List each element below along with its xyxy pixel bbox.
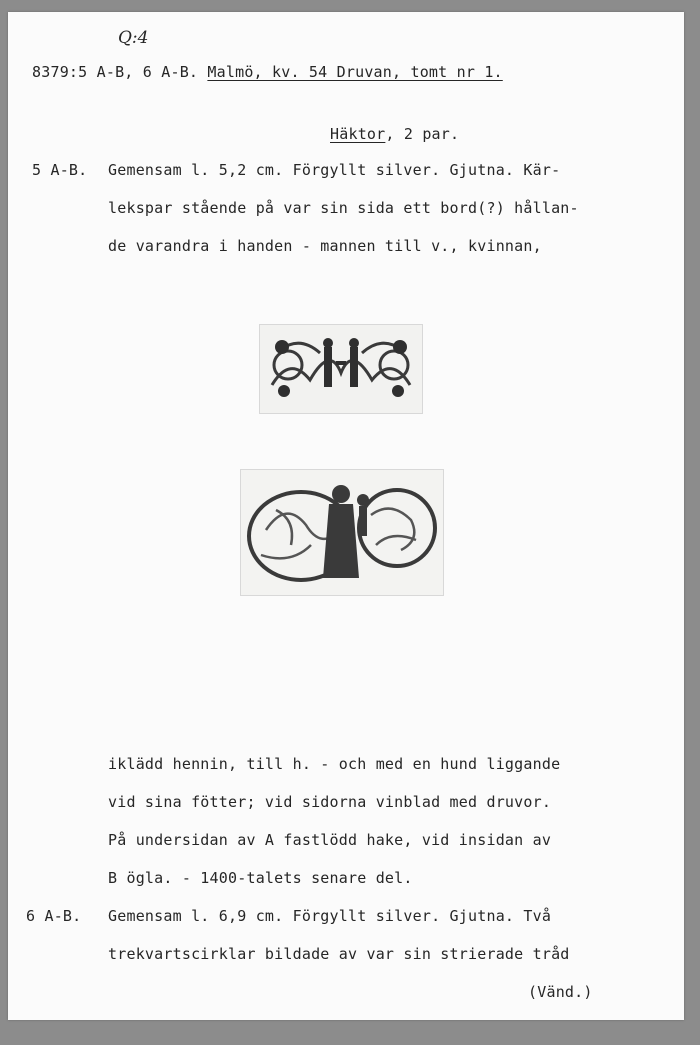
title-rest: , 2 par. [385, 125, 460, 143]
buckle-couple-illustration [260, 325, 422, 413]
header-location: Malmö, kv. 54 Druvan, tomt nr 1. [207, 63, 503, 81]
header-id: 8379:5 A-B, 6 A-B. [32, 63, 199, 81]
continuation-line-1: iklädd hennin, till h. - och med en hund liggande [108, 755, 561, 773]
continuation-line-2: vid sina fötter; vid sidorna vinblad med druvor. [108, 793, 552, 811]
entry5-number: 5 A-B. [32, 161, 88, 179]
continuation-line-3: På undersidan av A fastlödd hake, vid insidan av [108, 831, 552, 849]
buckle-circles-illustration [241, 470, 443, 595]
entry5-line-2: lekspar stående på var sin sida ett bord(?) hållan- [108, 199, 579, 217]
entry5-line-3: de varandra i handen - mannen till v., kvinnan, [108, 237, 542, 255]
entry6-line-1: Gemensam l. 6,9 cm. Förgyllt silver. Gjutna. Två [108, 907, 552, 925]
continuation-line-4: B ögla. - 1400-talets senare del. [108, 869, 413, 887]
footer-turn-over: (Vänd.) [528, 983, 593, 1001]
entry5-line-1: Gemensam l. 5,2 cm. Förgyllt silver. Gjutna. Kär- [108, 161, 561, 179]
photo-buckle-couple [259, 324, 423, 414]
entry6-line-2: trekvartscirklar bildade av var sin strierade tråd [108, 945, 570, 963]
photo-buckle-circles [240, 469, 444, 596]
title-word: Häktor [330, 125, 386, 143]
title-line [330, 124, 459, 144]
catalog-card [8, 12, 684, 1020]
entry6-number: 6 A-B. [26, 907, 82, 925]
handwritten-mark: Q:4 [118, 28, 149, 48]
header-line [32, 62, 503, 82]
